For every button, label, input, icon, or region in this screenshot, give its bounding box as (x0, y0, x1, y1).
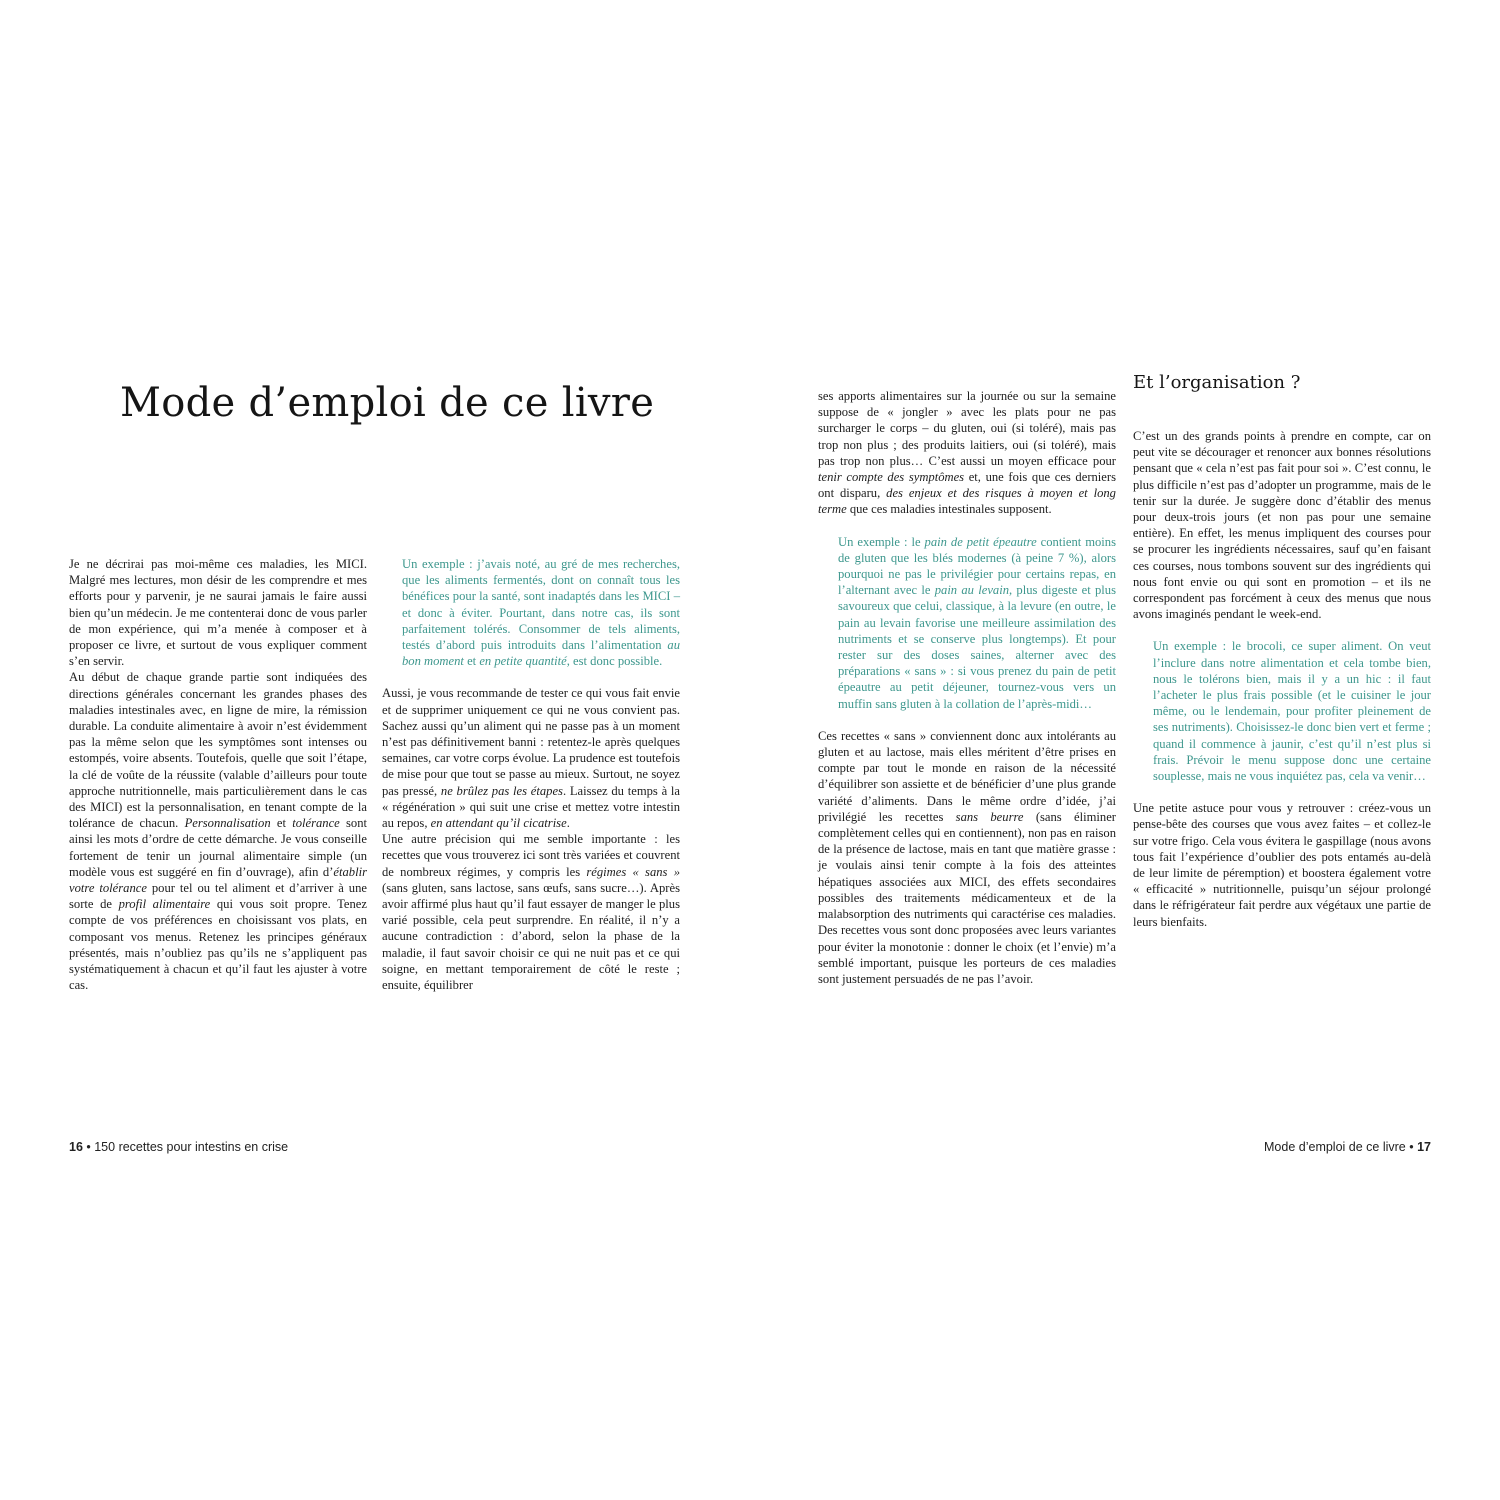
column-3 (818, 388, 1116, 987)
paragraph: Une autre précision qui me semble importante : les recettes que vous trouverez ici sont très variées et couvrent de nombreux régimes, y compris les régimes « sans » (sans gluten, sans lactose, sans œufs, sans sucre…). Après avoir affirmé plus haut qu’il faut essayer de manger le plus varié possible, cela peut surprendre. En réalité, il n’y a aucune contradiction : d’abord, selon la phase de la maladie, il faut savoir choisir ce qui ne nuit pas et ce qui soigne, en mettant temporairement de côté le reste ; ensuite, équilibrer (382, 832, 681, 993)
paragraph: Je ne décrirai pas moi-même ces maladies, les MICI. Malgré mes lectures, mon désir de les comprendre et mes efforts pour y parvenir, je ne saurai jamais le faire aussi bien qu’un médecin. Je me contenterai donc de vous parler de mon expérience, qui m’a menée à composer et à proposer ce livre, et surtout de vous expliquer comment s’en servir. (69, 557, 367, 669)
example-callout: Un exemple : le brocoli, ce super aliment. On veut l’inclure dans notre alimentation et cela tombe bien, nous le tolérons bien, mais il y a un hic : il faut l’acheter le plus frais possible (et le cuisiner le jour même, ou le lendemain, pour profiter pleinement de ses nutriments). Choisissez-le donc bien vert et ferme ; quand il commence à jaunir, c’est qu’il n’est plus si frais. Prévoir le menu suppose donc une certaine souplesse, mais ne vous inquiétez pas, cela va venir… (1153, 639, 1431, 784)
section-heading: Et l’organisation ? (1133, 372, 1301, 393)
column-1 (69, 556, 367, 993)
footer-right: Mode d’emploi de ce livre • 17 (1264, 1140, 1431, 1154)
page-number: 16 (69, 1140, 83, 1154)
page-number: 17 (1417, 1140, 1431, 1154)
paragraph: Une petite astuce pour vous y retrouver : créez-vous un pense-bête des courses que vous avez faites – et collez-le sur votre frigo. Cela vous évitera le gaspillage (nous avons tous fait l’expérience d’oublier des pots entamés au-delà de leur limite de péremption) et boostera également votre « efficacité » nutritionnelle, puisqu’un séjour prolongé dans le réfrigérateur fait perdre aux végétaux une partie de leurs bienfaits. (1133, 801, 1431, 929)
column-4 (1133, 428, 1431, 930)
paragraph: Aussi, je vous recommande de tester ce qui vous fait envie et de supprimer uniquement ce qui ne vous convient pas. Sachez aussi qu’un aliment qui ne passe pas à un moment n’est pas définitivement banni : retentez-le après quelques semaines, car votre corps évolue. La prudence est toutefois de mise pour que tout se passe au mieux. Surtout, ne soyez pas pressé, ne brûlez pas les étapes. Laissez du temps à la « régénération » qui suit une crise et mettez votre intestin au repos, en attendant qu’il cicatrise. (382, 686, 680, 831)
footer-left: 16 • 150 recettes pour intestins en crise (69, 1140, 289, 1154)
paragraph: ses apports alimentaires sur la journée ou sur la semaine suppose de « jongler » avec les plats pour ne pas surcharger le corps – du gluten, oui (si toléré), mais pas trop non plus ; des produits laitiers, oui (si toléré), mais pas trop non plus… C’est aussi un moyen efficace pour tenir compte des symptômes et, une fois que ces derniers ont disparu, des enjeux et des risques à moyen et long terme que ces maladies intestinales supposent. (818, 389, 1116, 517)
book-title: 150 recettes pour intestins en crise (94, 1140, 289, 1154)
chapter-title: Mode d’emploi de ce livre (1264, 1140, 1406, 1154)
example-callout: Un exemple : j’avais noté, au gré de mes recherches, que les aliments fermentés, dont on connaît tous les bénéfices pour la santé, sont inadaptés dans les MICI – et donc à éviter. Pourtant, dans notre cas, ils sont parfaitement tolérés. Consommer de tels aliments, testés d’abord puis introduits dans l’alimentation au bon moment et en petite quantité, est donc possible. (402, 557, 680, 669)
example-callout: Un exemple : le pain de petit épeautre contient moins de gluten que les blés modernes (à peine 7 %), alors pourquoi ne pas le privilégier pour certains repas, en l’alternant avec le pain au levain, plus digeste et plus savoureux que celui, classique, à la levure (en outre, le pain au levain favorise une meilleure assimilation des nutriments et se conserve plus longtemps). Et pour rester sur des doses saines, alterner avec des préparations « sans » : si vous prenez du pain de petit épeautre au petit déjeuner, tournez-vous vers un muffin sans gluten à la collation de l’après-midi… (838, 534, 1117, 711)
paragraph: Ces recettes « sans » conviennent donc aux intolérants au gluten et au lactose, mais elles méritent d’être prises en compte par tout le monde en raison de la nécessité d’équilibrer son assiette et de bénéficier d’une plus grande variété d’aliments. Dans le même ordre d’idée, j’ai privilégié les recettes sans beurre (sans éliminer complètement celles qui en contiennent), non pas en raison de la présence de lactose, mais en tant que matière grasse : je voulais ainsi tenir compte à la fois des atteintes hépatiques associées aux MICI, des effets secondaires possibles des traitements médicamenteux et de la malabsorption des nutriments qui caractérise ces maladies. Des recettes vous sont donc proposées avec leurs variantes pour éviter la monotonie : donner le choix (et l’envie) m’a semblé important, puisque les porteurs de ces maladies sont justement persuadés de ne pas l’avoir. (818, 728, 1116, 986)
paragraph: Au début de chaque grande partie sont indiquées des directions générales concernant les grandes phases des maladies intestinales avec, en ligne de mire, la rémission durable. La conduite alimentaire à avoir n’est évidemment pas la même selon que les symptômes sont intenses ou estompés, voire absents. Toutefois, quelle que soit l’étape, la clé de voûte de la réussite (valable d’ailleurs pour toute approche nutritionnelle, mais particulièrement dans le cas des MICI) est la personnalisation, en tenant compte de la tolérance de chacun. Personnalisation et tolérance sont ainsi les mots d’ordre de cette démarche. Je vous conseille fortement de tenir un journal alimentaire simple (un modèle vous est suggéré en fin d’ouvrage), afin d’établir votre tolérance pour tel ou tel aliment et d’arriver à une sorte de profil alimentaire qui vous soit propre. Tenez compte de vos préférences en choisissant vos plats, en composant vos menus. Retenez les principes généraux présentés, mais n’oubliez pas qu’ils ne s’appliquent pas systématiquement à chacun et qu’il faut les ajuster à votre cas. (69, 670, 367, 993)
column-2 (382, 556, 680, 993)
page-title: Mode d’emploi de ce livre (120, 380, 655, 426)
paragraph: C’est un des grands points à prendre en compte, car on peut vite se décourager et renoncer aux bonnes résolutions pensant que « cela n’est pas fait pour soi ». C’est connu, le plus difficile n’est pas d’adopter un programme, mais de le tenir sur la durée. Je suggère donc d’établir des menus pour deux-trois jours (et non pas pour une semaine entière). En effet, les menus impliquent des courses pour se procurer les ingrédients nécessaires, sauf qu’en faisant ces courses, nous tombons souvent sur des ingrédients qui nous font envie ou qui sont en promotion – et ils ne correspondent pas forcément à ceux des menus que nous avons imaginés pendant le week-end. (1133, 429, 1431, 622)
